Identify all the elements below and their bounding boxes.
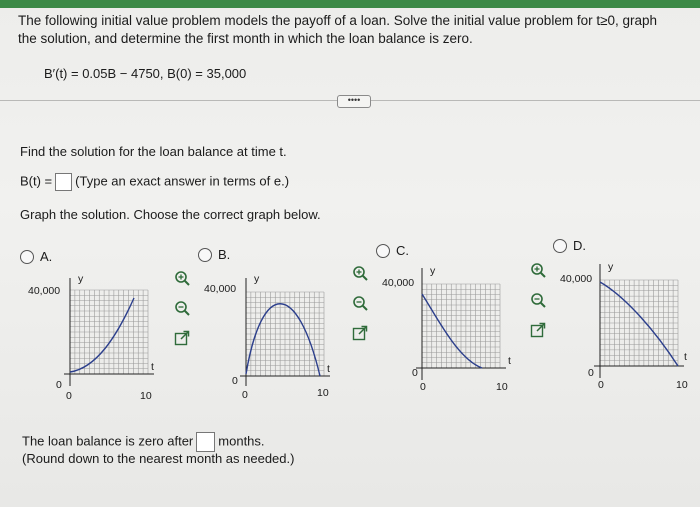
option-a-label: A. [40, 249, 53, 264]
zoom-out-icon[interactable] [174, 300, 190, 316]
y-axis-label: y [608, 262, 614, 273]
option-d-radio[interactable] [553, 238, 586, 253]
option-c-label: C. [396, 243, 409, 258]
x-axis-label: t [151, 361, 154, 373]
x-zero-label: 0 [598, 379, 604, 391]
option-b-radio[interactable] [198, 247, 230, 262]
x-tick-label: 10 [676, 379, 688, 391]
graph-c [378, 264, 518, 399]
x-zero-label: 0 [242, 389, 248, 401]
months-answer-box[interactable] [196, 432, 215, 452]
y-tick-label: 40,000 [560, 273, 593, 285]
graph-a [26, 268, 166, 403]
x-tick-label: 10 [140, 390, 152, 402]
part3-after: months. [218, 433, 265, 449]
zoom-in-icon[interactable] [174, 270, 190, 286]
radio-circle[interactable] [376, 244, 390, 258]
x-zero-label: 0 [66, 390, 72, 402]
question-line-1: The following initial value problem models the payoff of a loan. Solve the initial value problem for t≥0, graph [18, 13, 658, 28]
question-text [18, 12, 688, 48]
y-tick-label: 40,000 [382, 277, 415, 289]
part1-answer-row [20, 173, 289, 191]
solution-curve [246, 304, 320, 376]
part3-note: (Round down to the nearest month as needed.) [22, 451, 295, 466]
grid [600, 280, 678, 366]
popout-icon[interactable] [530, 322, 546, 338]
part3-before: The loan balance is zero after [22, 433, 194, 449]
option-c-radio[interactable] [376, 243, 409, 258]
y-axis-label: y [430, 265, 436, 277]
part1-prompt: Find the solution for the loan balance at time t. [20, 144, 287, 159]
y-axis-label: y [78, 273, 84, 285]
y-zero-label: 0 [56, 379, 62, 391]
bt-answer-box[interactable] [55, 173, 72, 191]
zoom-in-icon[interactable] [352, 265, 368, 281]
top-accent-bar [0, 0, 700, 8]
y-zero-label: 0 [588, 367, 594, 379]
option-d-label: D. [573, 238, 586, 253]
zoom-out-icon[interactable] [530, 292, 546, 308]
y-tick-label: 40,000 [28, 285, 61, 297]
x-tick-label: 10 [496, 381, 508, 393]
part3-answer-row [22, 432, 265, 452]
zoom-in-icon[interactable] [530, 262, 546, 278]
bt-label: B(t) = [20, 173, 53, 189]
x-axis-label: t [508, 355, 511, 367]
y-tick-label: 40,000 [204, 283, 237, 295]
x-zero-label: 0 [420, 381, 426, 393]
more-button[interactable]: •••• [337, 95, 371, 108]
radio-circle[interactable] [198, 248, 212, 262]
y-zero-label: 0 [412, 367, 418, 379]
graph-d [556, 262, 696, 397]
x-tick-label: 10 [317, 387, 329, 399]
grid [70, 290, 148, 374]
radio-circle[interactable] [553, 239, 567, 253]
radio-circle[interactable] [20, 250, 34, 264]
x-axis-label: t [327, 363, 330, 375]
ivp-equation: B′(t) = 0.05B − 4750, B(0) = 35,000 [44, 66, 247, 81]
part2-prompt: Graph the solution. Choose the correct graph below. [20, 207, 321, 222]
zoom-out-icon[interactable] [352, 295, 368, 311]
popout-icon[interactable] [352, 325, 368, 341]
y-axis-label: y [254, 273, 260, 285]
x-axis-label: t [684, 351, 687, 363]
graph-b [202, 270, 342, 405]
bt-hint: (Type an exact answer in terms of e.) [75, 173, 290, 189]
option-b-label: B. [218, 247, 231, 262]
grid [422, 284, 500, 368]
option-a-radio[interactable] [20, 249, 52, 264]
question-line-2: the solution, and determine the first month in which the loan balance is zero. [18, 31, 473, 46]
popout-icon[interactable] [174, 330, 190, 346]
y-zero-label: 0 [232, 375, 238, 387]
